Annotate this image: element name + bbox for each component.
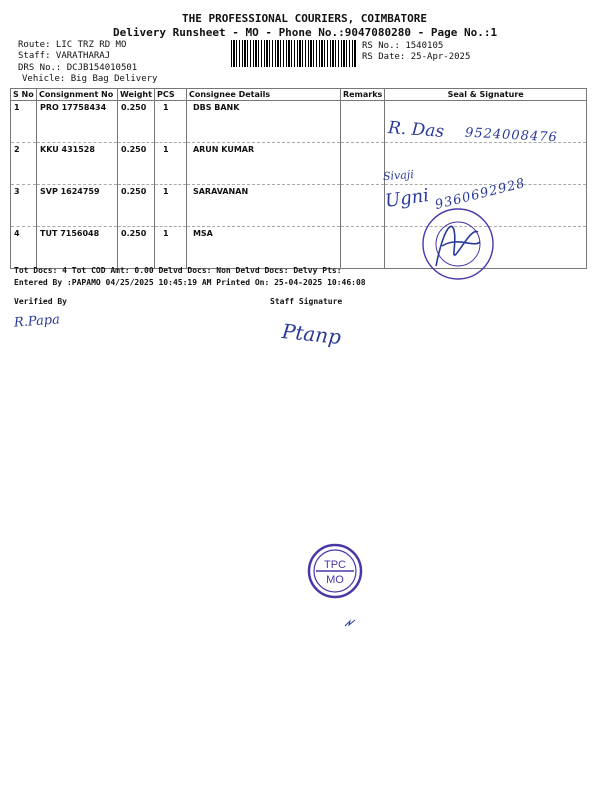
cell-consignee: DBS BANK [186, 101, 340, 143]
cell-sno: 4 [11, 227, 37, 269]
cell-sno: 1 [11, 101, 37, 143]
col-consignee: Consignee Details [186, 89, 340, 101]
company-name: THE PROFESSIONAL COURIERS, COIMBATORE [182, 12, 428, 25]
cell-remarks [340, 101, 384, 143]
col-weight: Weight [118, 89, 155, 101]
cell-consignment: TUT 7156048 [37, 227, 118, 269]
cell-sno: 3 [11, 185, 37, 227]
phone-row1: 9524008476 [464, 125, 559, 146]
phone-row3: 9360692928 [433, 176, 528, 213]
cell-signature [382, 143, 587, 185]
round-seal-icon [418, 206, 498, 282]
drs-number: DRS No.: DCJB154010501 [18, 63, 138, 73]
runsheet-subtitle: Delivery Runsheet - MO - Phone No.:9047080280 - Page No.:1 [113, 26, 498, 39]
signature-row1: R. Das [387, 118, 445, 142]
vehicle-label: Vehicle: Big Bag Delivery [22, 74, 158, 84]
col-remarks: Remarks [340, 89, 384, 101]
col-pcs: PCS [154, 89, 186, 101]
stamp-line1: TPC [324, 559, 346, 571]
staff-handwritten-signature: Ptanp [280, 318, 343, 350]
cell-sno: 2 [11, 143, 37, 185]
cell-remarks [340, 185, 384, 227]
cell-pcs: 1 [154, 101, 186, 143]
rs-number: RS No.: 1540105 [362, 41, 444, 51]
table-header-row [11, 89, 587, 101]
cell-consignment: SVP 1624759 [37, 185, 118, 227]
cell-consignee: MSA [186, 227, 340, 269]
totals-line: Tot Docs: 4 Tot COD Amt: 0.00 Delvd Docs: Non Delvd Docs: Delvy Pts: [14, 266, 342, 275]
col-seal-signature: Seal & Signature [385, 89, 587, 101]
table-row [11, 227, 587, 269]
ink-mark-icon [344, 618, 356, 628]
cell-consignee: SARAVANAN [186, 185, 340, 227]
entered-by-line: Entered By :PAPAMO 04/25/2025 10:45:19 AM Printed On: 25-04-2025 10:46:08 [14, 278, 366, 287]
rs-date: RS Date: 25-Apr-2025 [362, 52, 471, 62]
runsheet-table [10, 88, 587, 269]
barcode [231, 40, 357, 67]
cell-consignment: PRO 17758434 [37, 101, 118, 143]
signature-row3: Ugni [383, 185, 431, 212]
route-label: Route: LIC TRZ RD MO [18, 40, 127, 50]
cell-weight: 0.250 [118, 143, 155, 185]
cell-pcs: 1 [154, 227, 186, 269]
cell-weight: 0.250 [118, 101, 155, 143]
stamp-line2: MO [326, 574, 344, 586]
col-sno: S No [11, 89, 37, 101]
staff-signature-label: Staff Signature [270, 297, 343, 306]
cell-weight: 0.250 [118, 227, 155, 269]
cell-consignment: KKU 431528 [37, 143, 118, 185]
verified-by-label: Verified By [14, 297, 67, 306]
cell-remarks [340, 143, 384, 185]
cell-pcs: 1 [154, 143, 186, 185]
cell-weight: 0.250 [118, 185, 155, 227]
cell-pcs: 1 [154, 185, 186, 227]
staff-label: Staff: VARATHARAJ [18, 51, 111, 61]
table-row [11, 143, 587, 185]
tpc-stamp-icon [307, 543, 363, 599]
verified-signature: R.Papa [13, 312, 61, 331]
name-row3: Sivaji [382, 167, 415, 184]
col-consignment: Consignment No [37, 89, 118, 101]
cell-remarks [340, 227, 384, 269]
cell-consignee: ARUN KUMAR [186, 143, 340, 185]
